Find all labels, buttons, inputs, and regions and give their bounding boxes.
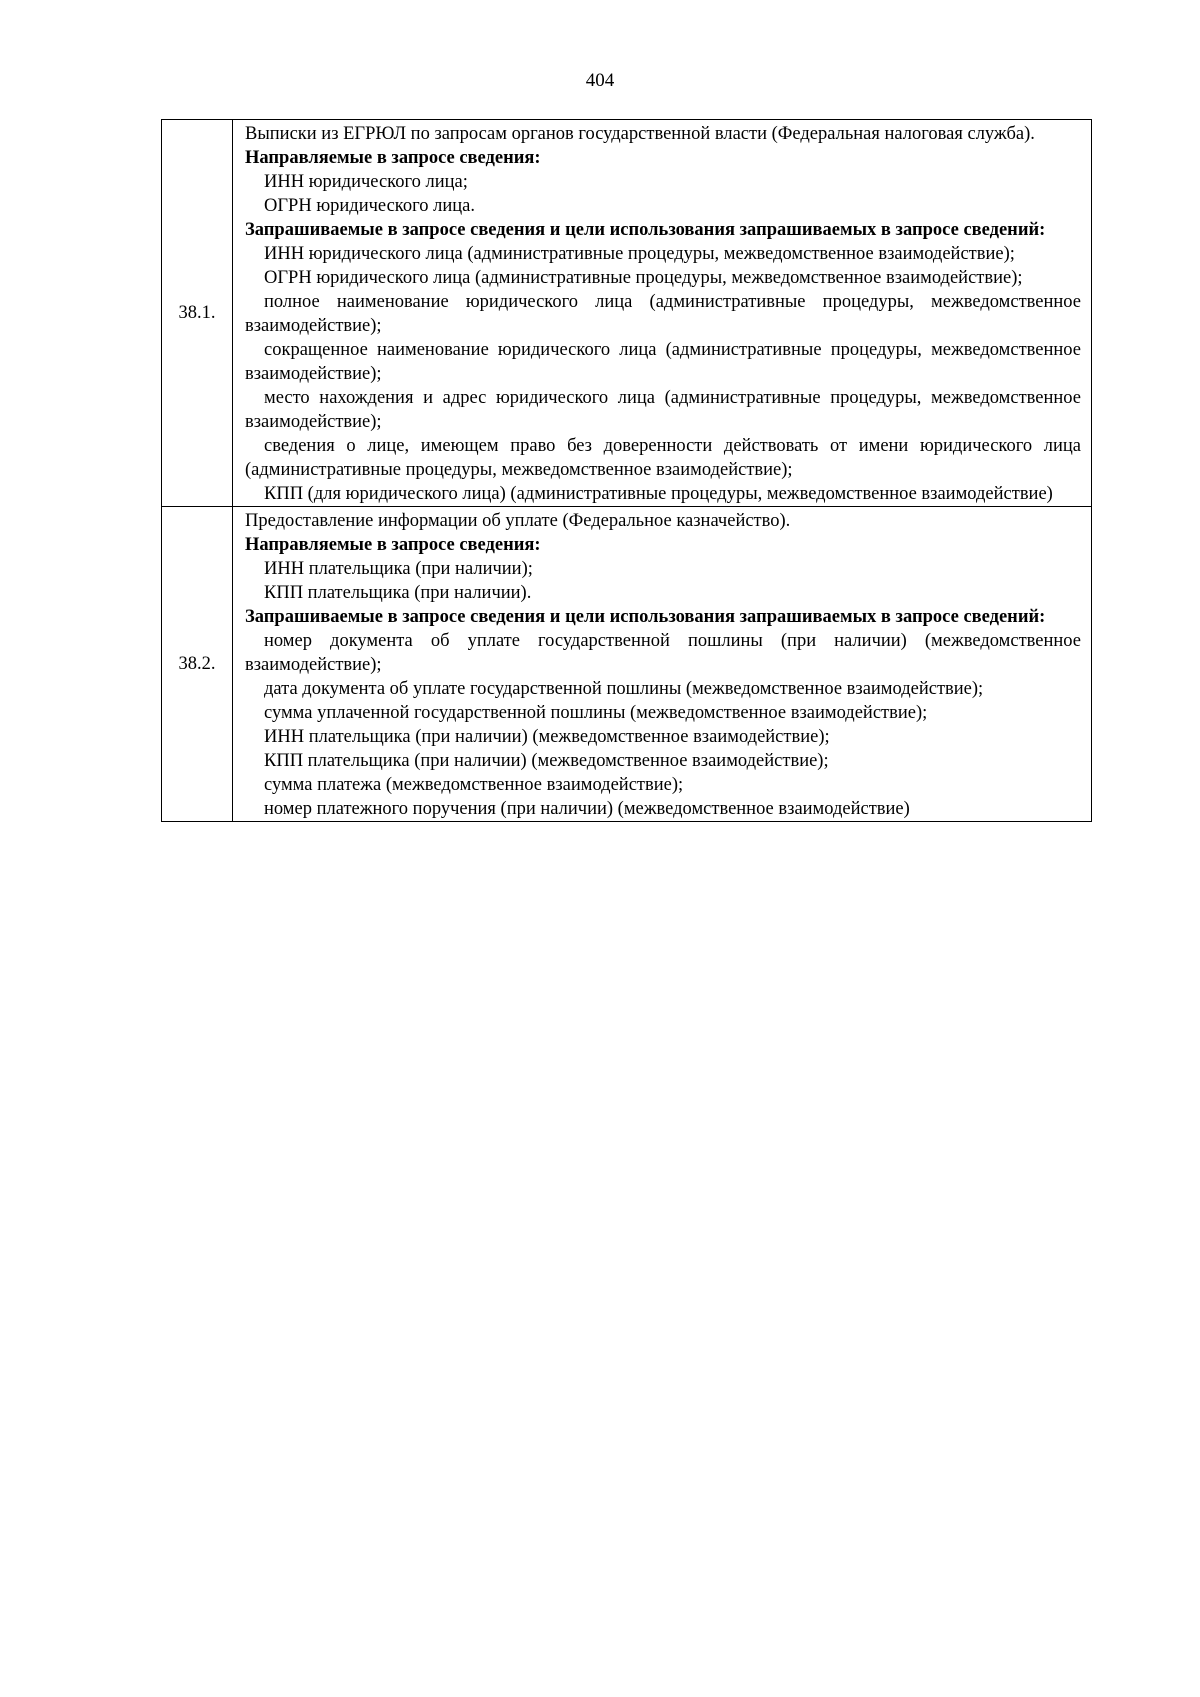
row-content xyxy=(233,507,1092,822)
requested-item: ИНН плательщика (при наличии) (межведомственное взаимодействие); xyxy=(264,727,830,747)
row-intro: Предоставление информации об уплате (Федеральное казначейство). xyxy=(245,511,791,531)
requested-item: КПП плательщика (при наличии) (межведомственное взаимодействие); xyxy=(264,751,829,771)
requested-item: ИНН юридического лица (административные процедуры, межведомственное взаимодействие); xyxy=(264,244,1015,264)
page-number: 404 xyxy=(585,70,615,91)
document-table xyxy=(161,119,1092,822)
sent-heading: Направляемые в запросе сведения: xyxy=(245,535,541,555)
sent-item: ИНН плательщика (при наличии); xyxy=(264,559,533,579)
requested-item: ОГРН юридического лица (административные процедуры, межведомственное взаимодействие); xyxy=(264,268,1023,288)
sent-heading: Направляемые в запросе сведения: xyxy=(245,148,541,168)
sent-item: ОГРН юридического лица. xyxy=(264,196,475,216)
table-row xyxy=(162,120,1092,507)
requested-item: сумма платежа (межведомственное взаимодействие); xyxy=(264,775,684,795)
requested-item: номер платежного поручения (при наличии) (межведомственное взаимодействие) xyxy=(264,799,910,819)
row-number: 38.2. xyxy=(162,507,233,822)
requested-item: сведения о лице, имеющем право без доверенности действовать от имени юридического лица (административные процедуры, межведомственное взаимодействие); xyxy=(245,436,1081,480)
requested-item: сумма уплаченной государственной пошлины (межведомственное взаимодействие); xyxy=(264,703,928,723)
requested-item: номер документа об уплате государственной пошлины (при наличии) (межведомственное взаимодействие); xyxy=(245,631,1081,675)
requested-item: дата документа об уплате государственной пошлины (межведомственное взаимодействие); xyxy=(264,679,984,699)
row-content xyxy=(233,120,1092,507)
table-row xyxy=(162,507,1092,822)
sent-item: ИНН юридического лица; xyxy=(264,172,468,192)
sent-item: КПП плательщика (при наличии). xyxy=(264,583,532,603)
requested-item: полное наименование юридического лица (административные процедуры, межведомственное взаимодействие); xyxy=(245,292,1081,336)
row-intro: Выписки из ЕГРЮЛ по запросам органов государственной власти (Федеральная налоговая служба). xyxy=(245,124,1035,144)
requested-heading: Запрашиваемые в запросе сведения и цели использования запрашиваемых в запросе сведений: xyxy=(245,607,1046,627)
requested-heading: Запрашиваемые в запросе сведения и цели использования запрашиваемых в запросе сведений: xyxy=(245,220,1046,240)
row-number: 38.1. xyxy=(162,120,233,507)
requested-item: сокращенное наименование юридического лица (административные процедуры, межведомственное взаимодействие); xyxy=(245,340,1081,384)
requested-item: место нахождения и адрес юридического лица (административные процедуры, межведомственное взаимодействие); xyxy=(245,388,1081,432)
requested-item: КПП (для юридического лица) (административные процедуры, межведомственное взаимодействие) xyxy=(264,484,1053,504)
